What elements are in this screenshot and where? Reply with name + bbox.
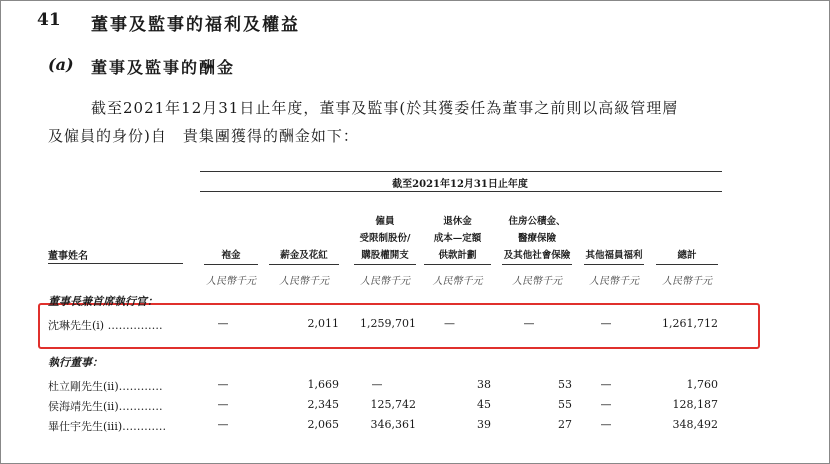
cell-fee: —	[217, 398, 229, 411]
column-header-total: 總計	[677, 250, 697, 261]
cell-salary: 2,065	[307, 418, 339, 431]
column-header-share: 購股權開支	[361, 250, 409, 261]
cell-total: 1,261,712	[662, 317, 718, 330]
cell-share: 346,361	[370, 418, 416, 431]
table-top-rule	[200, 171, 722, 172]
director-name: 杜立剛先生(ii)…………	[48, 380, 163, 393]
column-header-fee: 袍金	[221, 250, 241, 261]
unit-label: 人民幣千元	[512, 276, 562, 287]
cell-fee: —	[217, 418, 229, 431]
group-title: 董事長兼首席執行官：	[48, 295, 158, 308]
cell-fee: —	[217, 378, 229, 391]
cell-total: 348,492	[672, 418, 718, 431]
period-header: 截至2021年12月31日止年度	[392, 179, 528, 190]
group-title: 執行董事：	[48, 356, 103, 369]
column-header-rule	[269, 264, 339, 265]
cell-total: 128,187	[672, 398, 718, 411]
column-header-pension: 供款計劃	[438, 250, 477, 261]
column-header-rule	[204, 264, 258, 265]
unit-label: 人民幣千元	[360, 276, 410, 287]
column-header-housing: 及其他社會保險	[503, 250, 571, 261]
cell-other: —	[600, 378, 612, 391]
cell-salary: 2,011	[307, 317, 339, 330]
unit-label: 人民幣千元	[589, 276, 639, 287]
cell-housing: 27	[558, 418, 572, 431]
column-header-salary: 薪金及花紅	[280, 250, 328, 261]
cell-other: —	[600, 418, 612, 431]
cell-other: —	[600, 317, 612, 330]
column-header-pension: 成本—定額	[433, 233, 482, 244]
column-header-housing: 醫療保險	[517, 233, 556, 244]
cell-housing: —	[523, 317, 535, 330]
column-header-other: 其他福員福利	[585, 250, 643, 261]
column-header-pension: 退休金	[443, 216, 472, 227]
column-header-rule	[584, 264, 644, 265]
cell-other: —	[600, 398, 612, 411]
subsection-label: (a)	[48, 55, 74, 74]
cell-housing: 55	[558, 398, 572, 411]
paragraph-line-1: 截至2021年12月31日止年度，董事及監事(於其獲委任為董事之前則以高級管理層	[91, 99, 679, 117]
cell-pension: 38	[477, 378, 491, 391]
cell-share: 125,742	[370, 398, 416, 411]
cell-salary: 1,669	[307, 378, 339, 391]
section-title: 董事及監事的福利及權益	[91, 15, 300, 35]
cell-total: 1,760	[686, 378, 718, 391]
column-header-rule	[424, 264, 491, 265]
column-header-share: 受限制股份/	[359, 233, 411, 244]
column-header-rule	[656, 264, 718, 265]
period-rule	[200, 191, 722, 192]
unit-label: 人民幣千元	[206, 276, 256, 287]
cell-fee: —	[217, 317, 229, 330]
paragraph-line-2: 及僱員的身份)自 貴集團獲得的酬金如下：	[48, 127, 359, 145]
subsection-title: 董事及監事的酬金	[91, 58, 236, 77]
director-name: 畢仕宇先生(iii)…………	[48, 420, 167, 433]
unit-label: 人民幣千元	[432, 276, 483, 287]
name-header-rule	[48, 263, 183, 264]
cell-pension: 45	[477, 398, 491, 411]
cell-housing: 53	[558, 378, 572, 391]
unit-label: 人民幣千元	[662, 276, 712, 287]
column-header-share: 僱員	[375, 216, 395, 227]
cell-pension: 39	[477, 418, 491, 431]
column-header-housing: 住房公積金、	[508, 216, 566, 227]
column-header-rule	[354, 264, 416, 265]
column-header-rule	[502, 264, 572, 265]
cell-salary: 2,345	[307, 398, 339, 411]
cell-share: 1,259,701	[360, 317, 416, 330]
director-name: 侯海靖先生(ii)…………	[48, 400, 163, 413]
director-name: 沈琳先生(i) ……………	[48, 319, 163, 332]
cell-pension: —	[444, 317, 455, 330]
section-number: 41	[37, 10, 61, 30]
unit-label: 人民幣千元	[279, 276, 329, 287]
name-header: 董事姓名	[48, 251, 88, 262]
cell-share: —	[371, 378, 383, 391]
